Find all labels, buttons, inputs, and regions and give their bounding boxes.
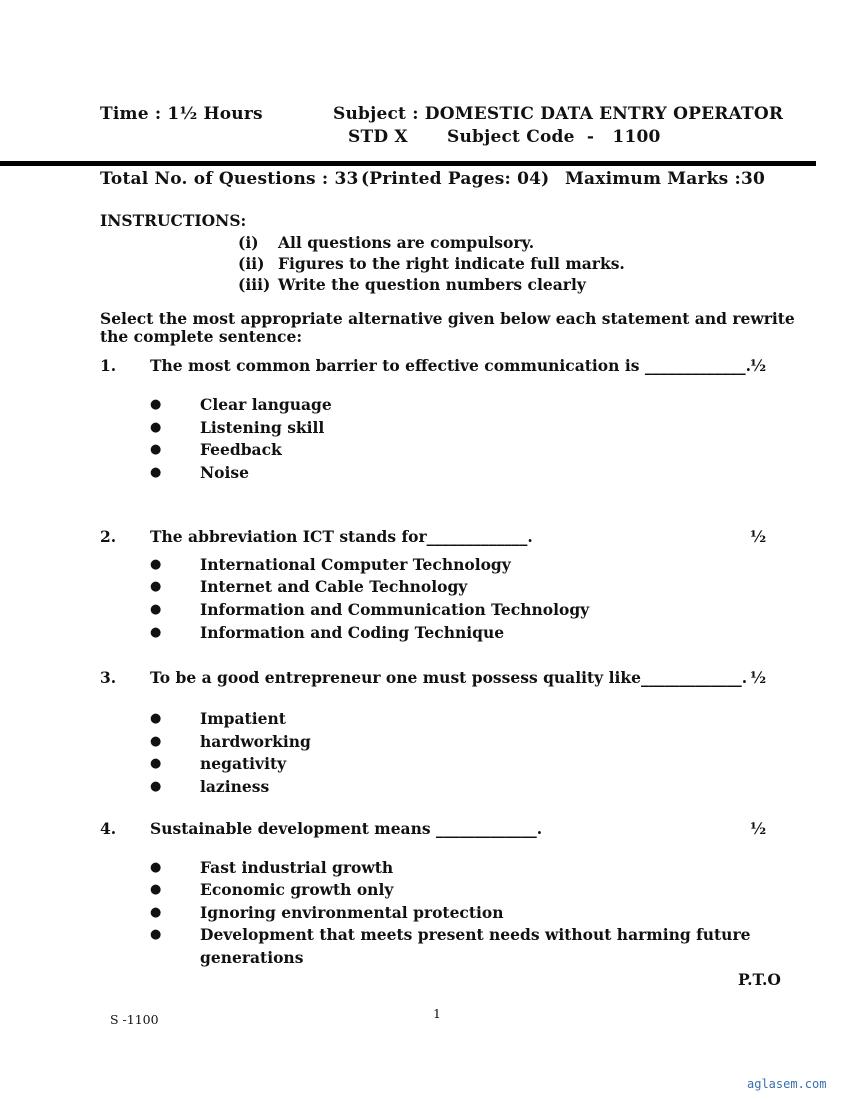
option: Impatient: [200, 709, 286, 728]
question-marks: ½: [750, 527, 767, 546]
question-number: 1.: [100, 356, 117, 375]
option: International Computer Technology: [200, 555, 511, 574]
question-text: The most common barrier to effective communication is _____________.: [150, 356, 751, 375]
exam-subject-code: Subject Code - 1100: [447, 127, 661, 147]
question-number: 2.: [100, 527, 117, 546]
section-directions-line1: Select the most appropriate alternative given below each statement and rewrite: [100, 309, 795, 328]
bullet-icon: ●: [150, 927, 162, 942]
option: Ignoring environmental protection: [200, 903, 504, 922]
exam-time: Time : 1½ Hours: [100, 104, 263, 124]
bullet-icon: ●: [150, 882, 162, 897]
instruction-text: All questions are compulsory.: [278, 233, 535, 252]
bullet-icon: ●: [150, 860, 162, 875]
question-text: The abbreviation ICT stands for_____________.: [150, 527, 533, 546]
bullet-icon: ●: [150, 711, 162, 726]
option: Listening skill: [200, 418, 325, 437]
question-text: Sustainable development means _____________.: [150, 819, 543, 838]
option: Development that meets present needs without harming future: [200, 925, 751, 944]
option: laziness: [200, 777, 270, 796]
option-continuation: generations: [200, 948, 304, 967]
bullet-icon: ●: [150, 465, 162, 480]
instruction-text: Write the question numbers clearly: [278, 275, 586, 294]
printed-pages: (Printed Pages: 04): [361, 169, 550, 189]
exam-subject: Subject : DOMESTIC DATA ENTRY OPERATOR: [333, 104, 784, 124]
exam-std: STD X: [348, 127, 408, 147]
maximum-marks: Maximum Marks :30: [565, 169, 766, 189]
question-marks: ½: [750, 819, 767, 838]
bullet-icon: ●: [150, 579, 162, 594]
option: Feedback: [200, 440, 282, 459]
total-questions: Total No. of Questions : 33: [100, 169, 359, 189]
question-number: 3.: [100, 668, 117, 687]
question-marks: ½: [750, 356, 767, 375]
header-divider: [0, 161, 816, 166]
bullet-icon: ●: [150, 905, 162, 920]
page-number: 1: [433, 1006, 441, 1021]
instruction-num: (iii): [238, 275, 271, 294]
bullet-icon: ●: [150, 557, 162, 572]
paper-code: S -1100: [110, 1012, 159, 1027]
option: Noise: [200, 463, 249, 482]
option: Information and Coding Technique: [200, 623, 505, 642]
bullet-icon: ●: [150, 602, 162, 617]
option: hardworking: [200, 732, 311, 751]
bullet-icon: ●: [150, 756, 162, 771]
bullet-icon: ●: [150, 442, 162, 457]
instruction-num: (i): [238, 233, 259, 252]
question-number: 4.: [100, 819, 117, 838]
bullet-icon: ●: [150, 397, 162, 412]
option: Clear language: [200, 395, 332, 414]
option: negativity: [200, 754, 287, 773]
section-directions-line2: the complete sentence:: [100, 327, 303, 346]
bullet-icon: ●: [150, 779, 162, 794]
bullet-icon: ●: [150, 625, 162, 640]
bullet-icon: ●: [150, 734, 162, 749]
option: Internet and Cable Technology: [200, 577, 468, 596]
bullet-icon: ●: [150, 420, 162, 435]
option: Information and Communication Technology: [200, 600, 590, 619]
question-text: To be a good entrepreneur one must possess quality like_____________.: [150, 668, 748, 687]
instructions-title: INSTRUCTIONS:: [100, 211, 247, 230]
watermark-link[interactable]: aglasem.com: [747, 1077, 827, 1091]
question-marks: ½: [750, 668, 767, 687]
option: Fast industrial growth: [200, 858, 394, 877]
please-turn-over: P.T.O: [738, 970, 781, 989]
instruction-text: Figures to the right indicate full marks.: [278, 254, 625, 273]
instruction-num: (ii): [238, 254, 265, 273]
option: Economic growth only: [200, 880, 394, 899]
